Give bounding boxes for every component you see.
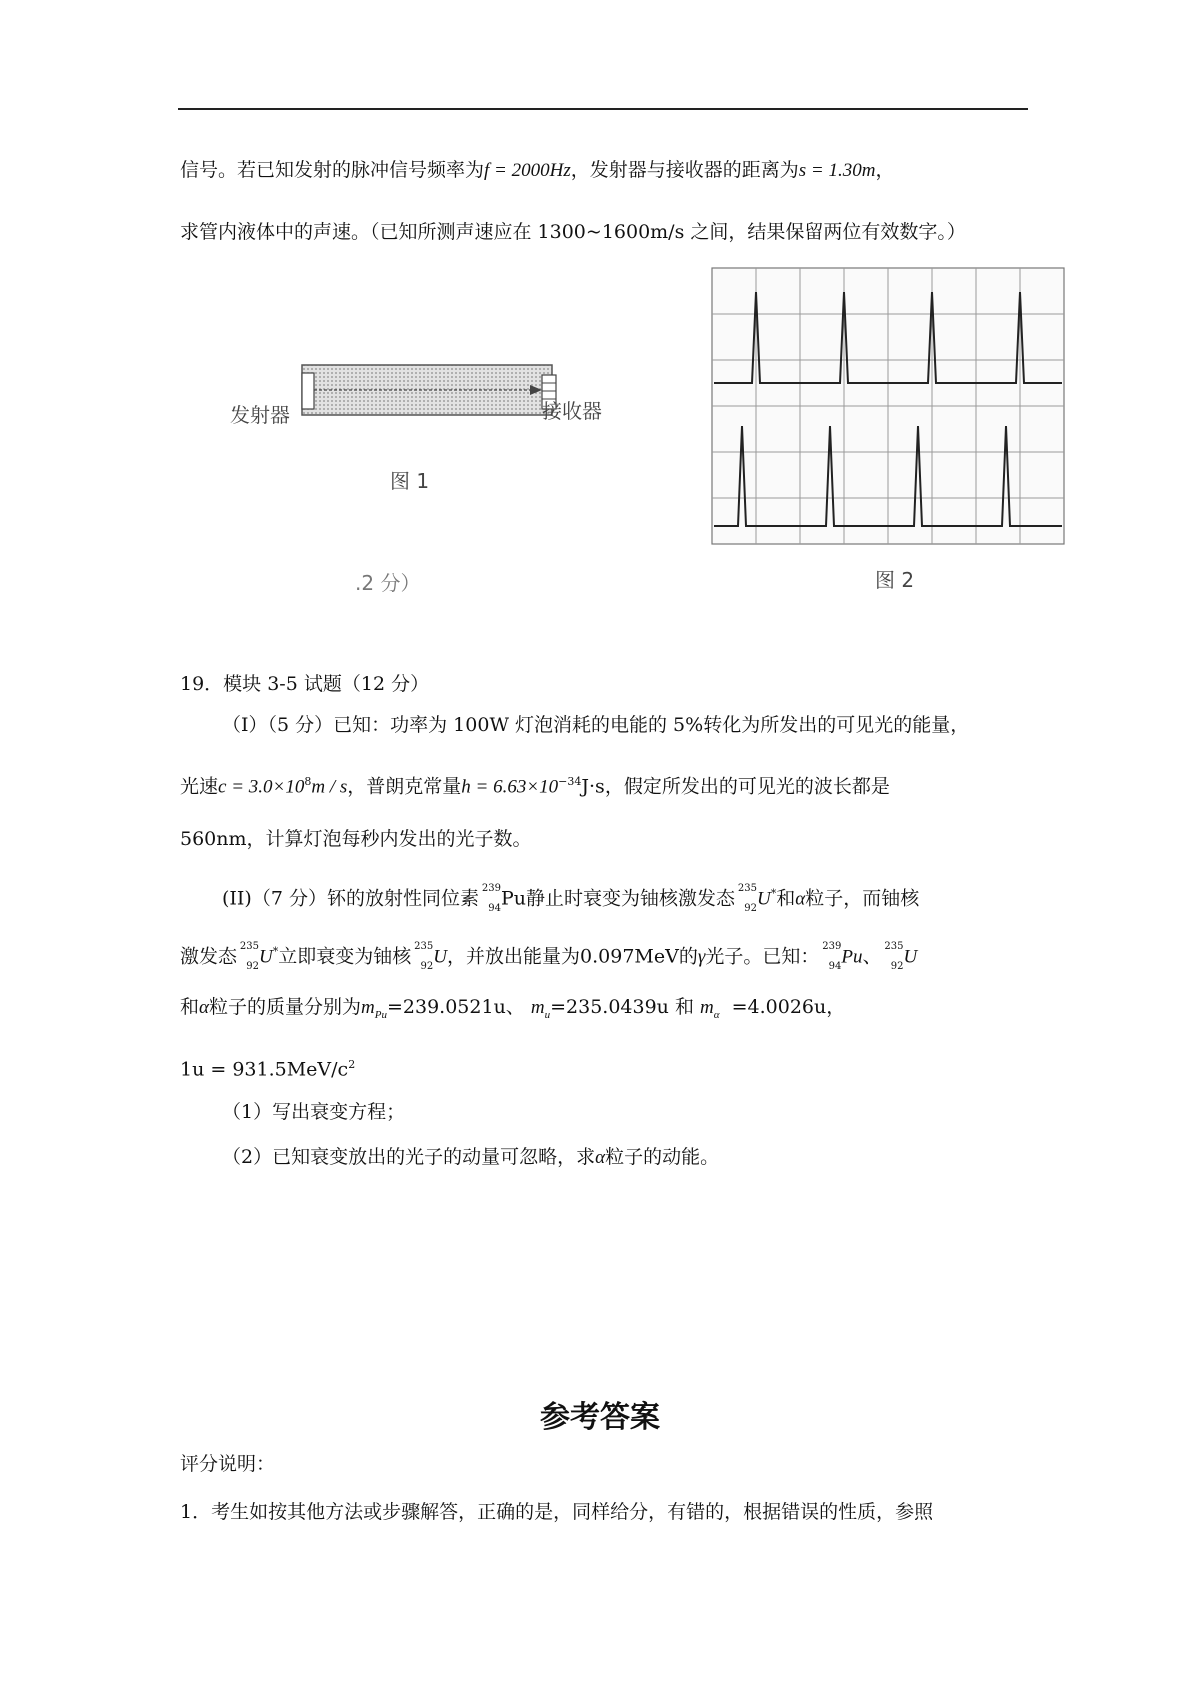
frequency-value: f = 2000Hz <box>484 160 571 181</box>
mass-pu-value: =239.0521u、 <box>386 996 525 1018</box>
mass-u-label: m <box>530 997 545 1018</box>
q19-text: 静止时衰变为铀核激发态 <box>526 887 736 910</box>
q19-part1-line1: （I）（5 分）已知：功率为 100W 灯泡消耗的电能的 5%转化为所发出的可见光的能量， <box>222 714 970 736</box>
speed-unit: m / s <box>311 776 348 798</box>
distance-value: s = 1.30m <box>798 160 876 181</box>
q19-text: 粒子的质量分别为 <box>209 996 362 1018</box>
u-symbol: U <box>259 946 273 968</box>
u-symbol: U <box>757 888 771 910</box>
q19-sub1: （1）写出衰变方程； <box>222 1101 406 1123</box>
mass-u-value: =235.0439u 和 <box>550 996 694 1018</box>
answers-title: 参考答案 <box>540 1400 660 1435</box>
emitter-plate <box>302 373 314 409</box>
q19-part2-line3 <box>180 995 845 1027</box>
gamma-symbol: γ <box>697 946 706 968</box>
gamma-energy: 0.097MeV <box>580 945 679 968</box>
mass-alpha-label: m <box>700 997 714 1018</box>
speed-of-light: c = 3.0×10 <box>218 776 305 798</box>
mass-alpha-subscript: α <box>713 1008 720 1021</box>
q19-text: (II)（7 分）钚的放射性同位素 <box>222 887 479 910</box>
mass-pu-subscript: Pu <box>374 1008 387 1021</box>
q18-line2: 求管内液体中的声速。（已知所测声速应在 1300~1600m/s 之间，结果保留两位有效数字。） <box>180 221 966 243</box>
planck-exponent: −34 <box>558 775 582 788</box>
receiver-label: 接收器 <box>542 399 602 423</box>
mass-alpha-value: =4.0026u， <box>731 996 846 1018</box>
pu-symbol: Pu <box>841 946 863 968</box>
tube-diagram <box>230 355 630 605</box>
q19-part1-line2 <box>180 770 890 799</box>
q19-text: ，普朗克常量 <box>347 775 462 798</box>
q19-text: 光速 <box>180 775 219 798</box>
atomic-mass-unit-line <box>180 1053 355 1081</box>
scoring-item-1: 1．考生如按其他方法或步骤解答，正确的是，同样给分，有错的，根据错误的性质，参照 <box>180 1501 934 1523</box>
q19-text: （2）已知衰变放出的光子的动量可忽略，求 <box>222 1146 596 1168</box>
mass-u-subscript: u <box>544 1008 551 1021</box>
q18-text: 信号。若已知发射的脉冲信号频率为 <box>180 159 485 181</box>
pu-symbol: Pu <box>500 887 526 910</box>
speed-exponent: 8 <box>304 775 312 788</box>
excited-star: * <box>770 887 777 900</box>
q19-text: 粒子，而铀核 <box>805 887 920 910</box>
u-nuclide: 235 92 <box>737 883 758 915</box>
emitter-label: 发射器 <box>230 403 290 427</box>
pu-nuclide: 239 94 <box>822 941 842 973</box>
unit-exponent: 2 <box>348 1058 356 1071</box>
oscilloscope-traces <box>700 264 1070 554</box>
mass-pu-label: m <box>361 997 375 1018</box>
q19-text: 光子。已知： <box>705 945 820 968</box>
u-symbol: U <box>433 946 447 968</box>
q18-text: ， <box>875 159 895 181</box>
figure-2 <box>700 264 1070 594</box>
q19-text: 立即衰变为铀核 <box>278 945 412 968</box>
q19-text: ，假定所发出的可见光的波长都是 <box>604 775 890 798</box>
q19-text: 、 <box>862 945 882 968</box>
alpha-symbol: α <box>595 1147 606 1168</box>
planck-unit: J·s <box>581 775 605 798</box>
pu-nuclide: 239 94 <box>481 883 501 915</box>
q19-part1-line3: 560nm，计算灯泡每秒内发出的光子数。 <box>180 828 532 850</box>
planck-constant: h = 6.63×10 <box>461 776 559 798</box>
q18-text: ，发射器与接收器的距离为 <box>570 159 799 181</box>
score-note: .2 分） <box>355 571 421 595</box>
u-nuclide: 235 92 <box>884 941 904 973</box>
q19-text: 的 <box>678 945 698 968</box>
q19-text: ，并放出能量为 <box>447 945 581 968</box>
q18-line1 <box>180 158 894 183</box>
header-rule <box>178 108 1028 110</box>
q19-sub2 <box>222 1145 719 1170</box>
u-symbol: U <box>903 946 918 968</box>
q19-text: 激发态 <box>180 945 238 968</box>
figure-2-caption: 图 2 <box>875 568 915 592</box>
q19-text: 和 <box>776 887 796 910</box>
u-nuclide: 235 92 <box>239 941 260 973</box>
u-nuclide: 235 92 <box>414 941 434 973</box>
figure-1 <box>230 355 630 605</box>
figure-1-caption: 图 1 <box>390 469 430 493</box>
alpha-symbol: α <box>795 888 806 910</box>
q19-part2-line1 <box>222 882 920 915</box>
q19-part2-line2 <box>180 940 918 973</box>
alpha-symbol: α <box>199 997 209 1018</box>
atomic-mass-unit: 1u = 931.5MeV/c <box>180 1058 349 1081</box>
q19-heading: 19．模块 3-5 试题（12 分） <box>180 673 430 695</box>
scoring-label: 评分说明： <box>180 1453 276 1475</box>
excited-star: * <box>272 945 279 958</box>
q19-text: 粒子的动能。 <box>605 1146 720 1168</box>
q19-text: 和 <box>180 996 200 1018</box>
